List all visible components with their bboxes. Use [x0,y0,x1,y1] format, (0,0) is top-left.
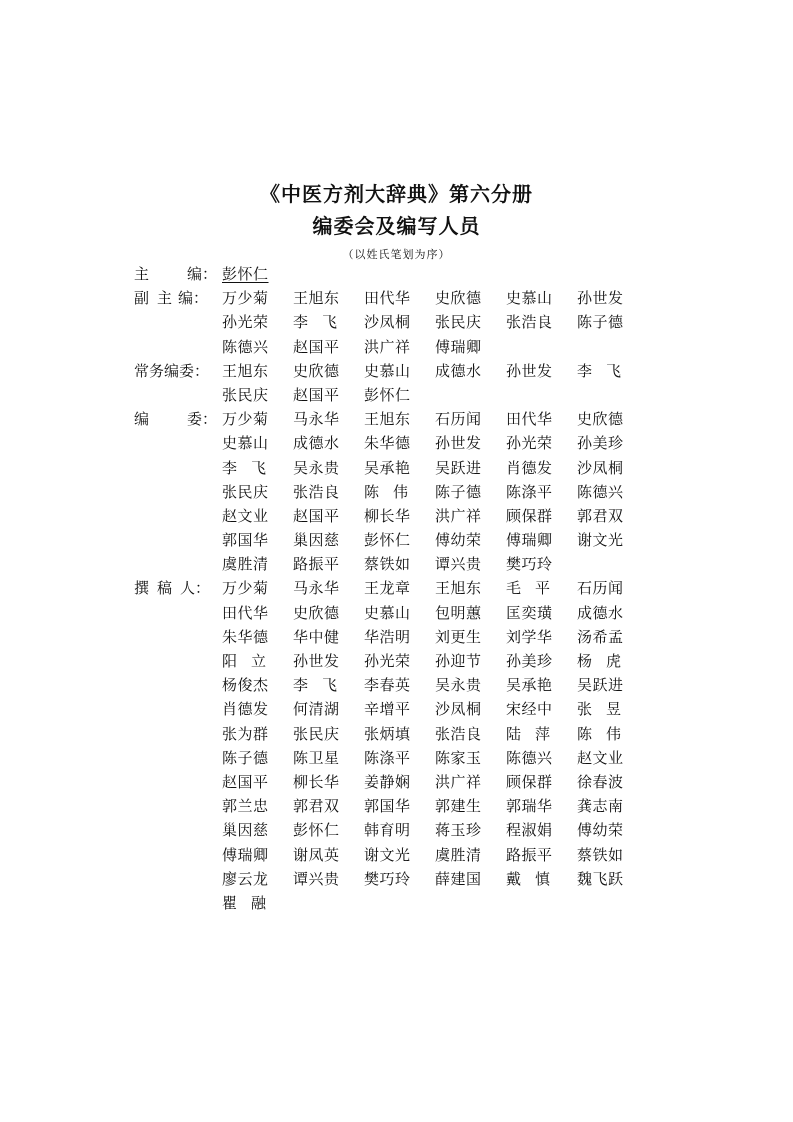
person-name: 陈伟 [577,724,636,743]
person-name: 陈涤平 [506,482,553,501]
person-name: 张为群 [222,724,269,743]
person-name: 刘学华 [506,627,553,646]
person-name: 王旭东 [364,410,411,429]
person-name: 谢文光 [577,531,624,550]
person-name: 杨俊杰 [222,676,269,695]
person-name: 赵国平 [293,337,340,356]
person-name: 包明蕙 [435,603,482,622]
person-name: 陈伟 [364,482,423,501]
person-name: 廖云龙 [222,869,269,888]
person-name: 万少菊 [222,289,269,308]
person-name: 肖德发 [222,700,269,719]
person-name: 石历闻 [435,410,482,429]
person-name: 史欣德 [577,410,624,429]
person-name: 朱华德 [364,434,411,453]
person-name: 孙美珍 [577,434,624,453]
person-name: 孙光荣 [364,652,411,670]
person-name: 田代华 [222,603,269,622]
person-name: 洪广祥 [364,337,411,356]
person-name: 匡奕璜 [506,603,553,622]
person-name: 张浩良 [435,724,482,743]
person-name: 傅幼荣 [577,821,624,840]
roster-section [0,286,793,359]
person-name: 李飞 [293,676,352,695]
person-name: 吴跃进 [435,458,482,477]
person-name: 洪广祥 [435,772,482,791]
person-name: 郭君双 [577,506,624,525]
person-name: 孙迎节 [435,652,482,670]
person-name: 成德水 [435,361,482,380]
person-name: 陈德兴 [577,482,624,501]
person-name: 沙凤桐 [577,458,624,477]
section-label [134,286,224,310]
person-name: 吴承艳 [506,676,553,695]
person-name: 傅瑞卿 [435,337,482,356]
section-label [134,407,224,431]
person-name: 成德水 [293,434,340,453]
person-name: 郭国华 [222,531,269,550]
section-label-part: 撰 [134,579,150,598]
person-name: 陈家玉 [435,748,482,767]
person-name: 孙世发 [506,361,553,380]
person-name: 马永华 [293,410,340,429]
person-name: 郭国华 [364,797,411,816]
person-name: 吴跃进 [577,676,624,695]
person-name: 陈德兴 [222,337,269,356]
person-name: 李飞 [222,458,281,477]
roster-section [0,407,793,576]
section-label-part: 编 [134,410,150,429]
person-name: 吴承艳 [364,458,411,477]
person-name: 赵文业 [222,506,269,525]
person-name: 陈涤平 [364,748,411,767]
person-name: 王旭东 [222,361,269,380]
person-name: 张民庆 [435,313,482,332]
person-name: 巢因慈 [293,531,340,550]
person-name: 李春英 [364,676,411,695]
person-name: 陆萍 [506,724,565,743]
person-name: 洪广祥 [435,506,482,525]
staff-roster [0,262,793,915]
name-list [222,359,662,407]
person-name: 张浩良 [506,313,553,332]
person-name: 杨虎 [577,652,636,670]
person-name: 韩育明 [364,821,411,840]
person-name: 王龙章 [364,579,411,598]
person-name: 薛建国 [435,869,482,888]
name-list [222,576,662,915]
person-name: 樊巧玲 [506,555,553,574]
person-name: 谢文光 [364,845,411,864]
section-label-part: 委： [187,410,218,429]
person-name: 傅幼荣 [435,531,482,550]
person-name: 巢因慈 [222,821,269,840]
section-label-part: 常务编委： [134,361,210,380]
person-name: 汤希孟 [577,627,624,646]
person-name: 石历闻 [577,579,624,598]
section-label-part: 编： [178,289,209,308]
person-name: 谭兴贵 [435,555,482,574]
roster-section [0,262,793,286]
person-name: 郭建生 [435,797,482,816]
name-list [222,286,662,359]
person-name: 阳立 [222,652,281,670]
person-name: 谢凤英 [293,845,340,864]
section-label-part: 副 [134,289,150,308]
person-name: 张炳填 [364,724,411,743]
person-name: 华中健 [293,627,340,646]
person-name: 史欣德 [293,361,340,380]
person-name: 郭君双 [293,797,340,816]
person-name: 孙世发 [435,434,482,453]
person-name: 孙光荣 [506,434,553,453]
person-name: 路振平 [506,845,553,864]
person-name: 孙世发 [577,289,624,308]
person-name: 傅瑞卿 [506,531,553,550]
person-name: 郭瑞华 [506,797,553,816]
person-name: 傅瑞卿 [222,845,269,864]
person-name: 陈子德 [435,482,482,501]
person-name: 史欣德 [293,603,340,622]
person-name: 史慕山 [506,289,553,308]
person-name: 史慕山 [222,434,269,453]
person-name: 孙光荣 [222,313,269,332]
person-name: 万少菊 [222,579,269,598]
person-name: 沙凤桐 [435,700,482,719]
person-name: 赵国平 [293,385,340,404]
person-name: 蒋玉珍 [435,821,482,840]
section-label-part: 人： [180,579,211,598]
person-name: 王旭东 [293,289,340,308]
ordering-note: （以姓氏笔划为序） [342,248,451,261]
title-line-2: 编委会及编写人员 [312,214,481,238]
roster-section [0,576,793,915]
person-name: 陈子德 [222,748,269,767]
person-name: 蔡铁如 [577,845,624,864]
title-line-1: 《中医方剂大辞典》第六分册 [260,182,533,206]
person-name: 史欣德 [435,289,482,308]
section-label-part: 主 [157,289,173,308]
person-name: 田代华 [364,289,411,308]
person-name: 刘更生 [435,627,482,646]
person-name: 樊巧玲 [364,869,411,888]
person-name: 蔡铁如 [364,555,411,574]
person-name: 彭怀仁 [222,265,269,283]
person-name: 虞胜清 [222,555,269,574]
section-label [134,262,224,286]
person-name: 顾保群 [506,506,553,525]
person-name: 毛平 [506,579,565,598]
person-name: 何清湖 [293,700,340,719]
person-name: 吴永贵 [435,676,482,695]
person-name: 沙凤桐 [364,313,411,332]
person-name: 宋经中 [506,700,553,719]
person-name: 成德水 [577,603,624,622]
person-name: 孙美珍 [506,652,553,670]
person-name: 瞿融 [222,893,281,912]
person-name: 张昱 [577,700,636,719]
person-name: 虞胜清 [435,845,482,864]
section-label [134,576,224,600]
person-name: 彭怀仁 [364,531,411,550]
roster-section [0,359,793,407]
person-name: 彭怀仁 [364,385,411,404]
person-name: 李飞 [293,313,352,332]
person-name: 张民庆 [222,482,269,501]
person-name: 田代华 [506,410,553,429]
person-name: 陈卫星 [293,748,340,767]
person-name: 史慕山 [364,603,411,622]
person-name: 肖德发 [506,458,553,477]
person-name: 华浩明 [364,627,411,646]
person-name: 彭怀仁 [293,821,340,840]
person-name: 龚志南 [577,797,624,816]
section-label-part: 编： [187,265,218,283]
person-name: 孙世发 [293,652,340,670]
person-name: 徐春波 [577,772,624,791]
person-name: 万少菊 [222,410,269,429]
person-name: 姜静娴 [364,772,411,791]
person-name: 魏飞跃 [577,869,624,888]
person-name: 马永华 [293,579,340,598]
person-name: 戴慎 [506,869,565,888]
person-name: 路振平 [293,555,340,574]
person-name: 程淑娟 [506,821,553,840]
person-name: 谭兴贵 [293,869,340,888]
person-name: 史慕山 [364,361,411,380]
name-list [222,262,662,286]
person-name: 顾保群 [506,772,553,791]
person-name: 张民庆 [222,385,269,404]
person-name: 吴永贵 [293,458,340,477]
person-name: 王旭东 [435,579,482,598]
person-name: 赵国平 [222,772,269,791]
person-name: 柳长华 [364,506,411,525]
section-label-part: 主 [134,265,150,283]
person-name: 张民庆 [293,724,340,743]
person-name: 陈子德 [577,313,624,332]
person-name: 李飞 [577,361,636,380]
person-name: 柳长华 [293,772,340,791]
person-name: 辛增平 [364,700,411,719]
person-name: 陈德兴 [506,748,553,767]
section-label [134,359,224,383]
person-name: 郭兰忠 [222,797,269,816]
section-label-part: 稿 [157,579,173,598]
person-name: 赵文业 [577,748,624,767]
person-name: 张浩良 [293,482,340,501]
person-name: 赵国平 [293,506,340,525]
name-list [222,407,662,576]
person-name: 朱华德 [222,627,269,646]
